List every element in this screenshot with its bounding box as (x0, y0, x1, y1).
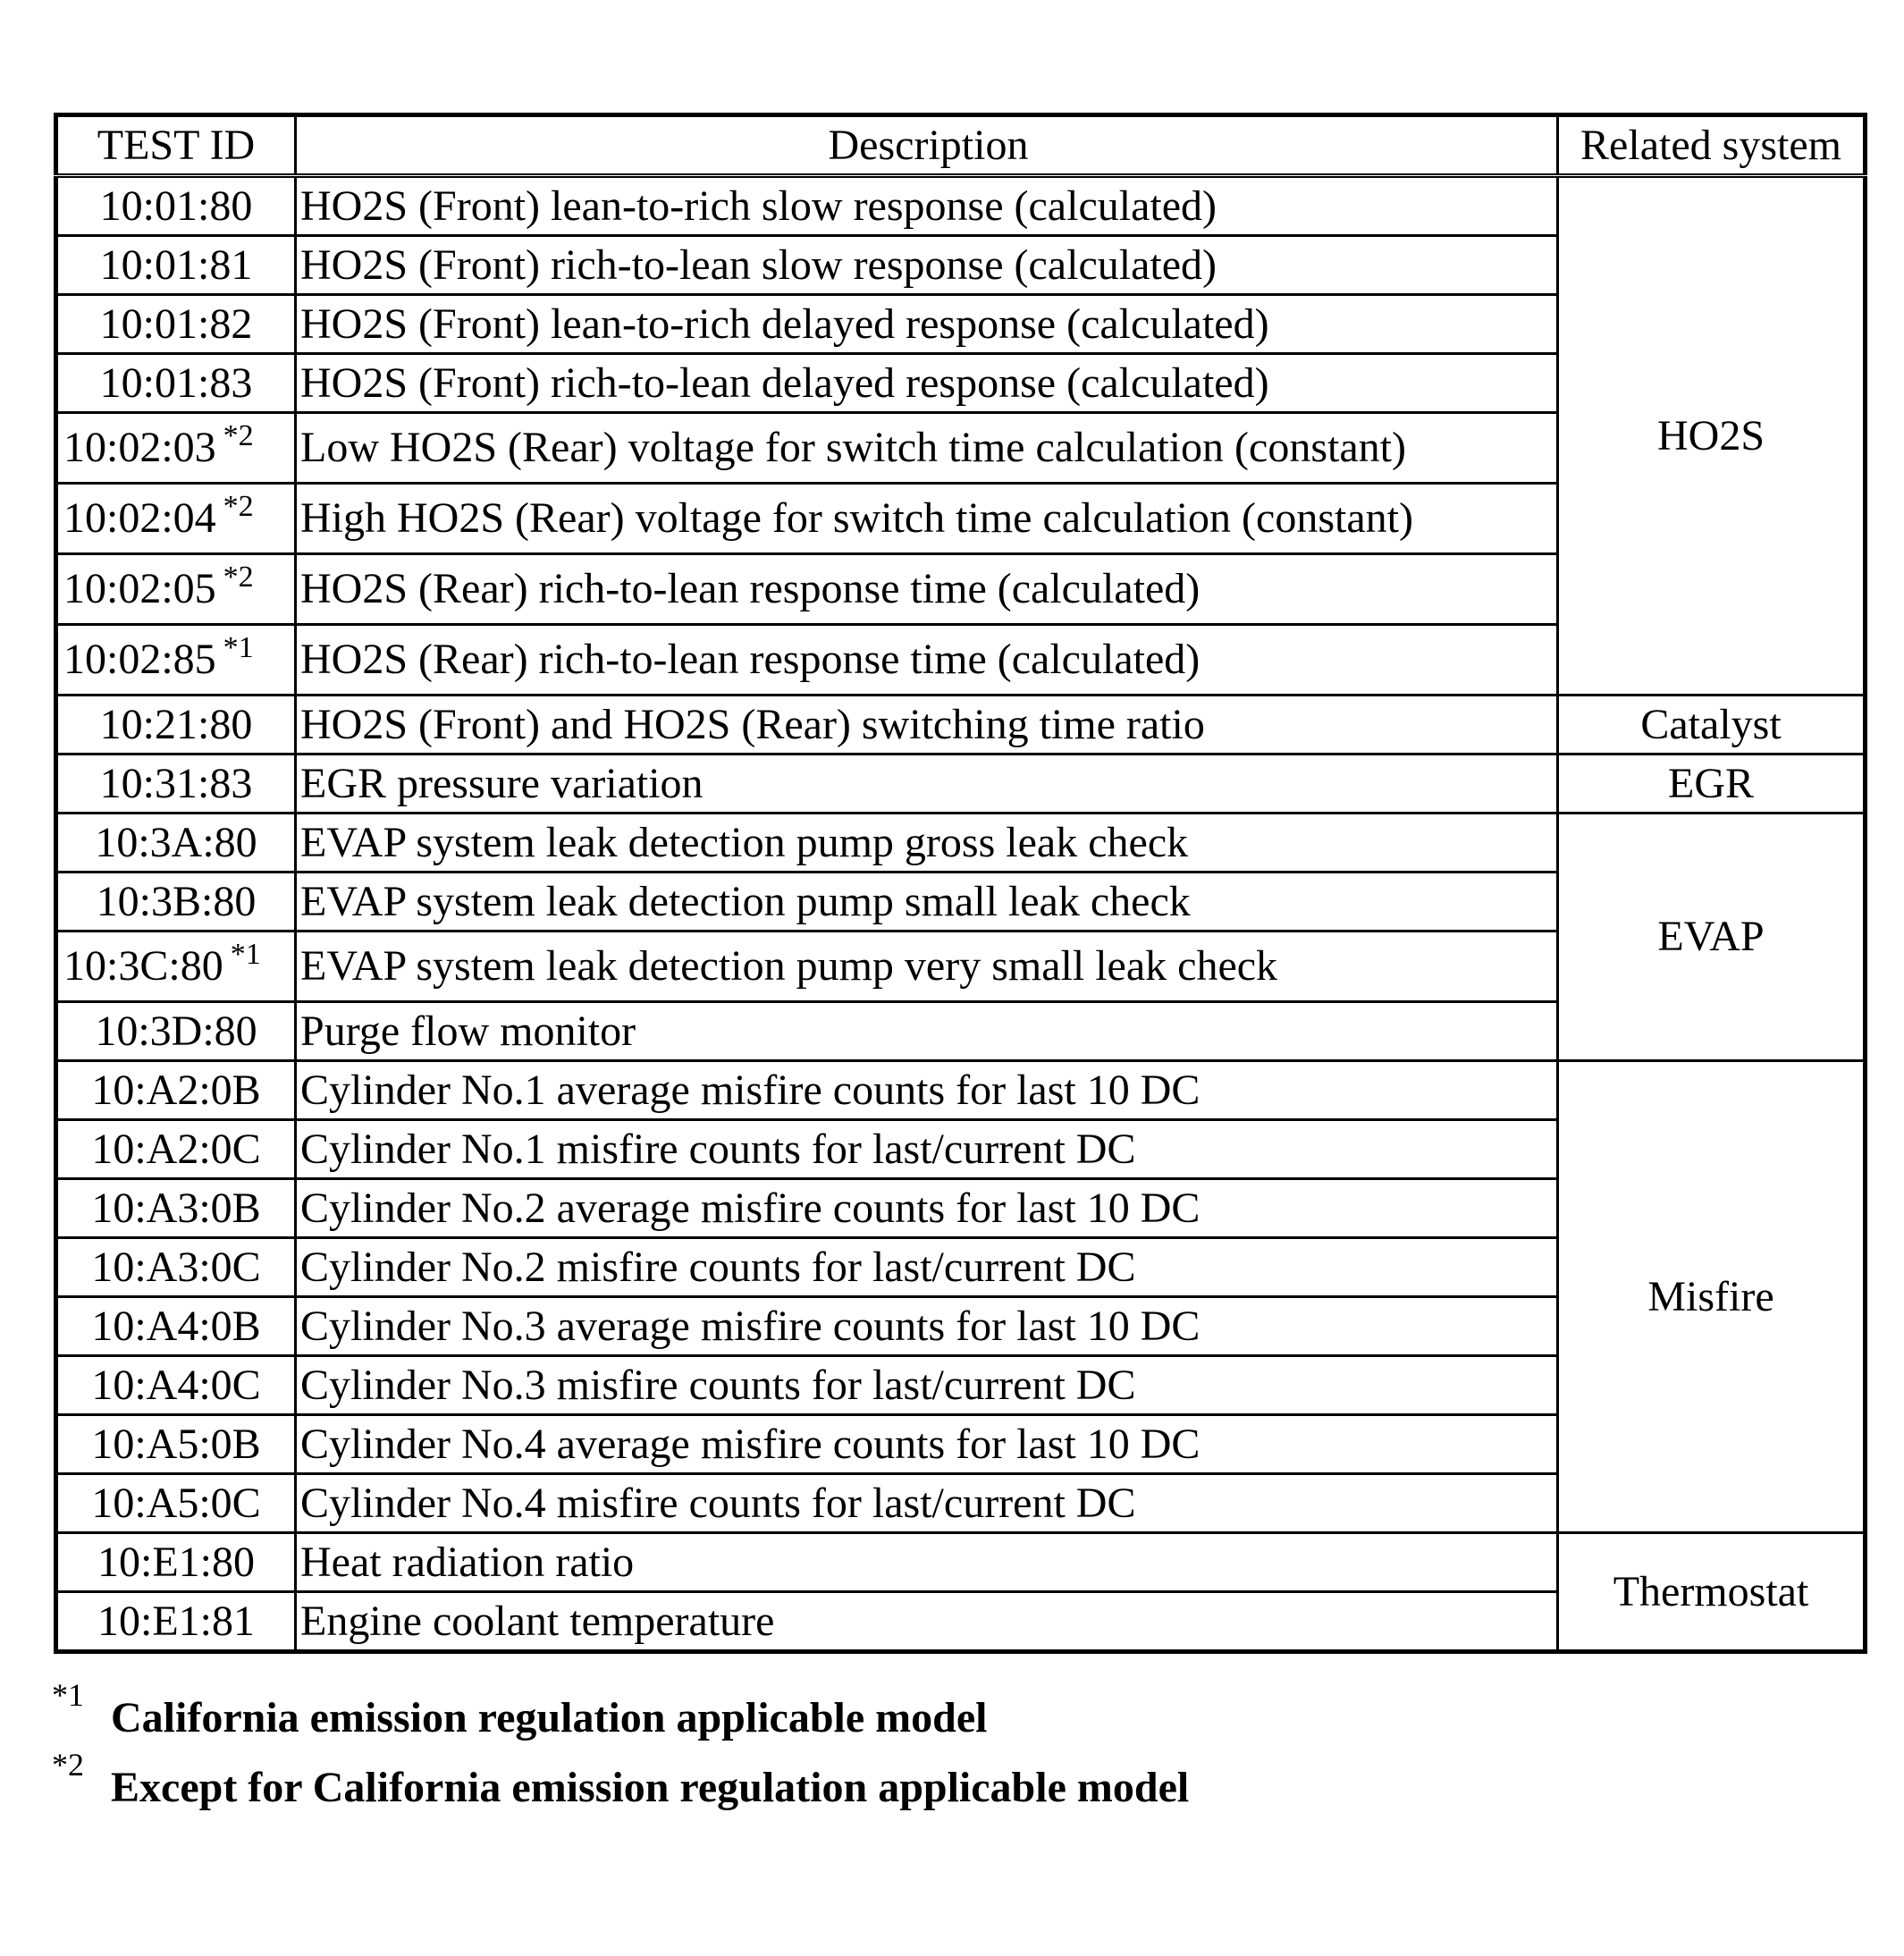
test-id-cell (56, 1533, 296, 1592)
test-id: 10:3D:80 (95, 1007, 257, 1055)
test-id-cell (56, 1238, 296, 1297)
test-id-cell (56, 696, 296, 755)
test-id: 10:3A:80 (95, 818, 257, 866)
description-cell: HO2S (Front) rich-to-lean slow response (calculated) (296, 236, 1558, 295)
description-cell: Cylinder No.3 average misfire counts for last 10 DC (296, 1297, 1558, 1356)
description-cell: EVAP system leak detection pump small leak check (296, 873, 1558, 932)
footnote-item (52, 1677, 1750, 1747)
description-cell: Cylinder No.3 misfire counts for last/current DC (296, 1356, 1558, 1415)
test-id: 10:A3:0C (91, 1243, 261, 1291)
test-id: 10:A5:0C (91, 1479, 261, 1527)
related-system-cell: HO2S (1558, 176, 1866, 696)
test-id: 10:01:83 (99, 358, 253, 407)
test-id-cell (56, 932, 296, 1002)
test-id-cell (56, 814, 296, 873)
test-id: 10:A2:0C (91, 1125, 261, 1173)
description-cell: Cylinder No.4 average misfire counts for last 10 DC (296, 1415, 1558, 1474)
test-id-cell (56, 1179, 296, 1238)
description-cell: Cylinder No.1 average misfire counts for last 10 DC (296, 1061, 1558, 1120)
footnote-marker: *2 (223, 490, 254, 523)
test-id-cell (56, 1002, 296, 1061)
test-id: 10:01:80 (99, 181, 253, 230)
header-description: Description (296, 115, 1558, 176)
test-id-cell (56, 413, 296, 484)
description-cell: Cylinder No.2 misfire counts for last/current DC (296, 1238, 1558, 1297)
description-cell: HO2S (Front) lean-to-rich delayed response (calculated) (296, 295, 1558, 354)
related-system-cell: Catalyst (1558, 696, 1866, 755)
header-test-id: TEST ID (56, 115, 296, 176)
test-id-cell (56, 484, 296, 554)
test-id-table (54, 113, 1867, 1654)
footnote-marker: *1 (230, 938, 261, 971)
test-id-cell (56, 236, 296, 295)
test-id-cell (56, 1415, 296, 1474)
table-row (56, 814, 1866, 873)
table-row (56, 755, 1866, 814)
footnote-text: Except for California emission regulation applicable model (111, 1764, 1190, 1811)
test-id: 10:A5:0B (91, 1420, 261, 1468)
description-cell: HO2S (Front) lean-to-rich slow response (calculated) (296, 176, 1558, 236)
description-cell: EVAP system leak detection pump very small leak check (296, 932, 1558, 1002)
description-cell: Low HO2S (Rear) voltage for switch time calculation (constant) (296, 413, 1558, 484)
test-id-cell (56, 295, 296, 354)
test-id: 10:31:83 (99, 759, 253, 807)
test-id-cell (56, 873, 296, 932)
test-id: 10:02:85 (63, 636, 216, 683)
test-id: 10:02:04 (63, 494, 216, 542)
description-cell: High HO2S (Rear) voltage for switch time calculation (constant) (296, 484, 1558, 554)
description-cell: Cylinder No.1 misfire counts for last/current DC (296, 1120, 1558, 1179)
test-id-cell (56, 1474, 296, 1533)
description-cell: HO2S (Front) and HO2S (Rear) switching time ratio (296, 696, 1558, 755)
footnote-item (52, 1747, 1750, 1817)
test-id-cell (56, 1356, 296, 1415)
description-cell: Heat radiation ratio (296, 1533, 1558, 1592)
table-row (56, 1061, 1866, 1120)
footnote-mark: *2 (52, 1747, 84, 1783)
test-id: 10:3C:80 (63, 942, 223, 990)
test-id-cell (56, 1061, 296, 1120)
test-id: 10:3B:80 (96, 877, 257, 925)
related-system-cell: EVAP (1558, 814, 1866, 1061)
table-row (56, 1533, 1866, 1592)
related-system-cell: Thermostat (1558, 1533, 1866, 1652)
description-cell: Cylinder No.2 average misfire counts for last 10 DC (296, 1179, 1558, 1238)
test-id: 10:A4:0B (91, 1302, 261, 1350)
test-id: 10:E1:80 (97, 1538, 255, 1586)
test-id-cell (56, 755, 296, 814)
test-id-cell (56, 1297, 296, 1356)
test-id: 10:01:82 (99, 299, 253, 348)
test-id-cell (56, 176, 296, 236)
table-row (56, 176, 1866, 236)
description-cell: Purge flow monitor (296, 1002, 1558, 1061)
table-header-row (56, 115, 1866, 176)
test-id: 10:21:80 (99, 700, 253, 748)
test-id-cell (56, 1592, 296, 1652)
test-id: 10:02:05 (63, 565, 216, 612)
test-id-cell (56, 554, 296, 625)
description-cell: HO2S (Rear) rich-to-lean response time (calculated) (296, 554, 1558, 625)
test-id: 10:02:03 (63, 424, 216, 471)
test-id: 10:A2:0B (91, 1066, 261, 1114)
footnote-marker: *2 (223, 419, 254, 452)
description-cell: HO2S (Front) rich-to-lean delayed response (calculated) (296, 354, 1558, 413)
footnote-text: California emission regulation applicable model (111, 1694, 988, 1741)
footnotes (52, 1677, 1750, 1817)
description-cell: EGR pressure variation (296, 755, 1558, 814)
test-id-cell (56, 625, 296, 696)
test-id-cell (56, 354, 296, 413)
description-cell: Cylinder No.4 misfire counts for last/current DC (296, 1474, 1558, 1533)
test-id: 10:01:81 (99, 240, 253, 289)
table-row (56, 696, 1866, 755)
footnote-mark: *1 (52, 1677, 84, 1713)
description-cell: HO2S (Rear) rich-to-lean response time (calculated) (296, 625, 1558, 696)
test-id: 10:A3:0B (91, 1184, 261, 1232)
footnote-marker: *2 (223, 561, 254, 594)
description-cell: Engine coolant temperature (296, 1592, 1558, 1652)
header-related-system: Related system (1558, 115, 1866, 176)
test-id-cell (56, 1120, 296, 1179)
test-id: 10:E1:81 (97, 1597, 255, 1645)
footnote-marker: *1 (223, 631, 254, 664)
description-cell: EVAP system leak detection pump gross leak check (296, 814, 1558, 873)
test-id: 10:A4:0C (91, 1361, 261, 1409)
related-system-cell: EGR (1558, 755, 1866, 814)
related-system-cell: Misfire (1558, 1061, 1866, 1533)
